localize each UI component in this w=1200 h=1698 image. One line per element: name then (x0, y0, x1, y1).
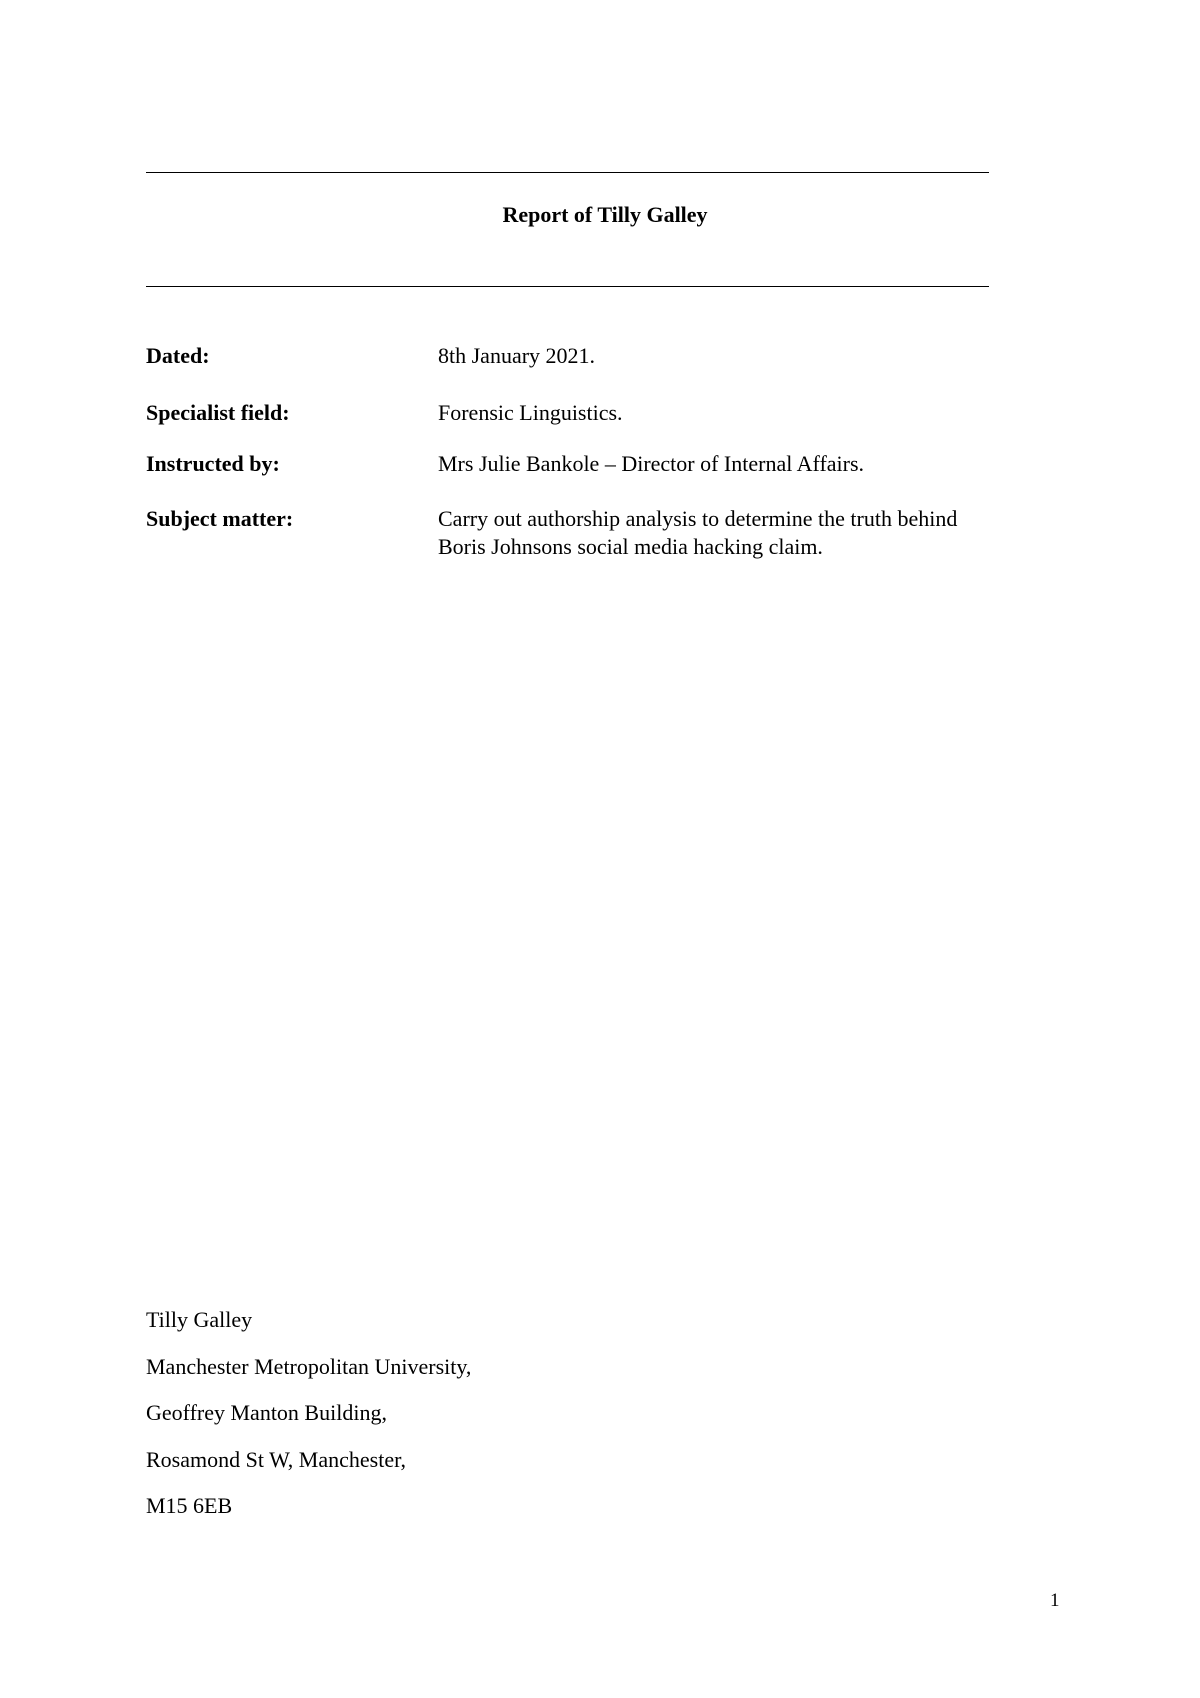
detail-value (438, 505, 1058, 561)
title-bottom-rule (146, 286, 989, 287)
detail-value-line: Boris Johnsons social media hacking claim. (438, 534, 823, 559)
page-number: 1 (1050, 1590, 1060, 1611)
address-line-building: Geoffrey Manton Building, (146, 1400, 387, 1425)
detail-value-line: Carry out authorship analysis to determine the truth behind (438, 506, 958, 531)
address-line-postcode: M15 6EB (146, 1493, 233, 1518)
detail-label: Instructed by: (146, 451, 280, 476)
detail-label: Dated: (146, 343, 210, 368)
detail-label: Subject matter: (146, 506, 294, 531)
address-line-institution: Manchester Metropolitan University, (146, 1353, 472, 1379)
detail-label: Specialist field: (146, 400, 290, 425)
address-line-street: Rosamond St W, Manchester, (146, 1446, 407, 1472)
report-title: Report of Tilly Galley (502, 202, 708, 227)
detail-value (438, 342, 1058, 370)
detail-value-line: Mrs Julie Bankole – Director of Internal Affairs. (438, 451, 865, 476)
title-top-rule (146, 172, 989, 173)
detail-value (438, 450, 1058, 478)
author-address (146, 1306, 471, 1539)
detail-value-line: Forensic Linguistics. (438, 400, 623, 425)
detail-value (438, 399, 1058, 427)
address-line-name: Tilly Galley (146, 1307, 253, 1332)
detail-value-line: 8th January 2021. (438, 343, 596, 368)
